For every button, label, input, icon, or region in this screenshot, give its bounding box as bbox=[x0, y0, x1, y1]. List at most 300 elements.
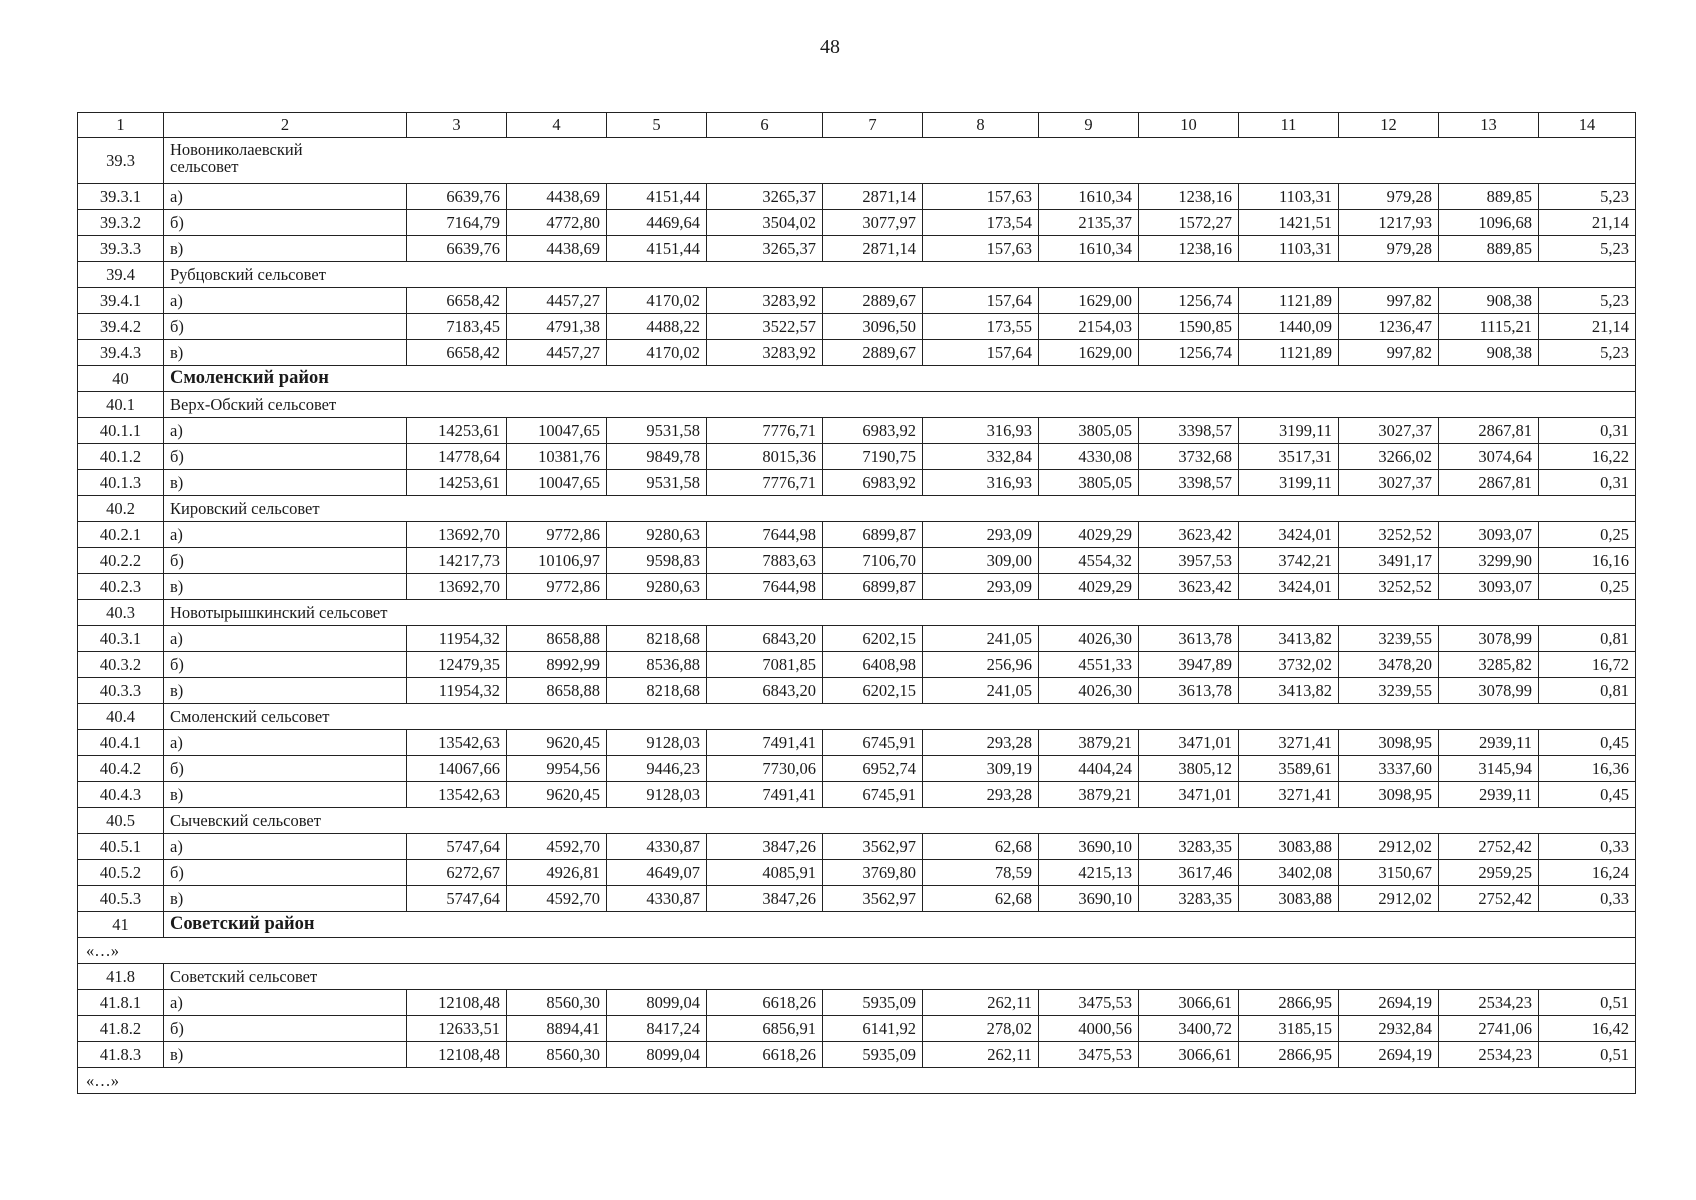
value-col-13: 889,85 bbox=[1439, 236, 1539, 262]
value-col-3: 12108,48 bbox=[407, 990, 507, 1016]
value-col-10: 3613,78 bbox=[1139, 626, 1239, 652]
row-code: 40.5.2 bbox=[78, 860, 164, 886]
council-row bbox=[78, 704, 1636, 730]
value-col-5: 9849,78 bbox=[607, 444, 707, 470]
value-col-11: 2866,95 bbox=[1239, 1042, 1339, 1068]
value-col-13: 3078,99 bbox=[1439, 626, 1539, 652]
table-row bbox=[78, 184, 1636, 210]
value-col-8: 316,93 bbox=[923, 418, 1039, 444]
row-option-label: б) bbox=[164, 444, 407, 470]
value-col-13: 3145,94 bbox=[1439, 756, 1539, 782]
value-col-9: 4026,30 bbox=[1039, 626, 1139, 652]
column-header-2: 2 bbox=[164, 113, 407, 138]
value-col-5: 9598,83 bbox=[607, 548, 707, 574]
value-col-9: 4404,24 bbox=[1039, 756, 1139, 782]
value-col-10: 1572,27 bbox=[1139, 210, 1239, 236]
value-col-12: 2694,19 bbox=[1339, 1042, 1439, 1068]
value-col-14: 0,51 bbox=[1539, 1042, 1636, 1068]
value-col-6: 3522,57 bbox=[707, 314, 823, 340]
value-col-12: 2912,02 bbox=[1339, 886, 1439, 912]
value-col-10: 3471,01 bbox=[1139, 782, 1239, 808]
value-col-4: 4791,38 bbox=[507, 314, 607, 340]
value-col-11: 3083,88 bbox=[1239, 886, 1339, 912]
value-col-7: 6899,87 bbox=[823, 522, 923, 548]
value-col-14: 16,42 bbox=[1539, 1016, 1636, 1042]
value-col-14: 5,23 bbox=[1539, 184, 1636, 210]
row-code: 40.2.1 bbox=[78, 522, 164, 548]
value-col-5: 9128,03 bbox=[607, 730, 707, 756]
council-name-text: Новониколаевский сельсовет bbox=[170, 140, 303, 177]
value-col-10: 3283,35 bbox=[1139, 886, 1239, 912]
row-code: 39.3 bbox=[78, 138, 164, 184]
value-col-8: 241,05 bbox=[923, 678, 1039, 704]
value-col-5: 9128,03 bbox=[607, 782, 707, 808]
row-code: 40.2.2 bbox=[78, 548, 164, 574]
value-col-9: 2135,37 bbox=[1039, 210, 1139, 236]
row-code: 40.5.1 bbox=[78, 834, 164, 860]
value-col-12: 997,82 bbox=[1339, 340, 1439, 366]
value-col-12: 3252,52 bbox=[1339, 522, 1439, 548]
value-col-12: 3491,17 bbox=[1339, 548, 1439, 574]
value-col-5: 8417,24 bbox=[607, 1016, 707, 1042]
value-col-4: 4592,70 bbox=[507, 886, 607, 912]
value-col-3: 14067,66 bbox=[407, 756, 507, 782]
council-name: Советский сельсовет bbox=[164, 964, 1636, 990]
value-col-11: 3199,11 bbox=[1239, 470, 1339, 496]
table-row bbox=[78, 210, 1636, 236]
value-col-13: 2867,81 bbox=[1439, 418, 1539, 444]
value-col-12: 979,28 bbox=[1339, 236, 1439, 262]
value-col-10: 3805,12 bbox=[1139, 756, 1239, 782]
value-col-5: 9280,63 bbox=[607, 574, 707, 600]
value-col-12: 979,28 bbox=[1339, 184, 1439, 210]
value-col-11: 3185,15 bbox=[1239, 1016, 1339, 1042]
value-col-7: 3562,97 bbox=[823, 834, 923, 860]
value-col-7: 6202,15 bbox=[823, 678, 923, 704]
table-row bbox=[78, 730, 1636, 756]
omission-row bbox=[78, 1068, 1636, 1094]
value-col-7: 5935,09 bbox=[823, 990, 923, 1016]
value-col-13: 2959,25 bbox=[1439, 860, 1539, 886]
value-col-11: 3199,11 bbox=[1239, 418, 1339, 444]
value-col-4: 9772,86 bbox=[507, 522, 607, 548]
column-header-3: 3 bbox=[407, 113, 507, 138]
value-col-5: 4151,44 bbox=[607, 184, 707, 210]
row-code: 41 bbox=[78, 912, 164, 938]
value-col-10: 1590,85 bbox=[1139, 314, 1239, 340]
value-col-9: 4000,56 bbox=[1039, 1016, 1139, 1042]
value-col-7: 6202,15 bbox=[823, 626, 923, 652]
value-col-4: 9772,86 bbox=[507, 574, 607, 600]
district-name: Смоленский район bbox=[164, 366, 1636, 392]
value-col-8: 62,68 bbox=[923, 886, 1039, 912]
column-header-4: 4 bbox=[507, 113, 607, 138]
value-col-7: 6983,92 bbox=[823, 418, 923, 444]
table-row bbox=[78, 782, 1636, 808]
value-col-7: 2889,67 bbox=[823, 340, 923, 366]
value-col-4: 10047,65 bbox=[507, 470, 607, 496]
value-col-7: 2871,14 bbox=[823, 184, 923, 210]
value-col-13: 1115,21 bbox=[1439, 314, 1539, 340]
value-col-14: 0,81 bbox=[1539, 678, 1636, 704]
value-col-6: 7730,06 bbox=[707, 756, 823, 782]
value-col-7: 2871,14 bbox=[823, 236, 923, 262]
value-col-10: 3947,89 bbox=[1139, 652, 1239, 678]
value-col-14: 0,25 bbox=[1539, 522, 1636, 548]
value-col-14: 0,45 bbox=[1539, 730, 1636, 756]
row-code: 40.3.1 bbox=[78, 626, 164, 652]
value-col-8: 293,09 bbox=[923, 574, 1039, 600]
value-col-3: 14253,61 bbox=[407, 470, 507, 496]
value-col-10: 3066,61 bbox=[1139, 990, 1239, 1016]
value-col-14: 0,45 bbox=[1539, 782, 1636, 808]
value-col-4: 4592,70 bbox=[507, 834, 607, 860]
value-col-3: 12479,35 bbox=[407, 652, 507, 678]
value-col-5: 9531,58 bbox=[607, 418, 707, 444]
council-row bbox=[78, 138, 1636, 184]
table-row bbox=[78, 444, 1636, 470]
value-col-13: 2534,23 bbox=[1439, 1042, 1539, 1068]
value-col-4: 8992,99 bbox=[507, 652, 607, 678]
value-col-4: 9620,45 bbox=[507, 730, 607, 756]
value-col-13: 3093,07 bbox=[1439, 522, 1539, 548]
value-col-5: 4330,87 bbox=[607, 834, 707, 860]
value-col-6: 4085,91 bbox=[707, 860, 823, 886]
row-option-label: б) bbox=[164, 652, 407, 678]
value-col-8: 173,55 bbox=[923, 314, 1039, 340]
value-col-7: 3769,80 bbox=[823, 860, 923, 886]
value-col-6: 3504,02 bbox=[707, 210, 823, 236]
value-col-9: 3475,53 bbox=[1039, 1042, 1139, 1068]
value-col-6: 7491,41 bbox=[707, 730, 823, 756]
value-col-4: 4457,27 bbox=[507, 288, 607, 314]
value-col-11: 1121,89 bbox=[1239, 288, 1339, 314]
value-col-4: 4438,69 bbox=[507, 236, 607, 262]
table-row bbox=[78, 1042, 1636, 1068]
column-header-1: 1 bbox=[78, 113, 164, 138]
row-code: 40.2.3 bbox=[78, 574, 164, 600]
value-col-10: 3398,57 bbox=[1139, 418, 1239, 444]
table-row bbox=[78, 626, 1636, 652]
row-option-label: в) bbox=[164, 574, 407, 600]
row-option-label: а) bbox=[164, 522, 407, 548]
value-col-13: 2939,11 bbox=[1439, 782, 1539, 808]
value-col-8: 157,64 bbox=[923, 288, 1039, 314]
value-col-9: 4551,33 bbox=[1039, 652, 1139, 678]
row-code: 41.8.1 bbox=[78, 990, 164, 1016]
value-col-12: 3027,37 bbox=[1339, 470, 1439, 496]
district-row bbox=[78, 366, 1636, 392]
value-col-3: 6639,76 bbox=[407, 236, 507, 262]
value-col-6: 7776,71 bbox=[707, 470, 823, 496]
column-header-11: 11 bbox=[1239, 113, 1339, 138]
value-col-3: 13542,63 bbox=[407, 782, 507, 808]
value-col-14: 5,23 bbox=[1539, 340, 1636, 366]
value-col-3: 12108,48 bbox=[407, 1042, 507, 1068]
value-col-7: 6408,98 bbox=[823, 652, 923, 678]
row-option-label: б) bbox=[164, 314, 407, 340]
row-code: 41.8.3 bbox=[78, 1042, 164, 1068]
value-col-11: 3732,02 bbox=[1239, 652, 1339, 678]
column-header-6: 6 bbox=[707, 113, 823, 138]
value-col-3: 6272,67 bbox=[407, 860, 507, 886]
value-col-8: 78,59 bbox=[923, 860, 1039, 886]
council-name: Смоленский сельсовет bbox=[164, 704, 1636, 730]
value-col-9: 3690,10 bbox=[1039, 886, 1139, 912]
value-col-9: 4330,08 bbox=[1039, 444, 1139, 470]
table-row bbox=[78, 522, 1636, 548]
value-col-6: 3265,37 bbox=[707, 184, 823, 210]
value-col-3: 14253,61 bbox=[407, 418, 507, 444]
value-col-6: 6843,20 bbox=[707, 678, 823, 704]
table-row bbox=[78, 314, 1636, 340]
value-col-13: 2939,11 bbox=[1439, 730, 1539, 756]
council-row bbox=[78, 600, 1636, 626]
value-col-7: 6141,92 bbox=[823, 1016, 923, 1042]
row-code: 40.3 bbox=[78, 600, 164, 626]
value-col-8: 309,00 bbox=[923, 548, 1039, 574]
value-col-7: 7190,75 bbox=[823, 444, 923, 470]
value-col-12: 3150,67 bbox=[1339, 860, 1439, 886]
row-code: 40.1.1 bbox=[78, 418, 164, 444]
value-col-5: 4170,02 bbox=[607, 340, 707, 366]
value-col-6: 6618,26 bbox=[707, 990, 823, 1016]
value-col-10: 3623,42 bbox=[1139, 522, 1239, 548]
row-option-label: в) bbox=[164, 236, 407, 262]
value-col-9: 3690,10 bbox=[1039, 834, 1139, 860]
value-col-6: 3847,26 bbox=[707, 834, 823, 860]
table-row bbox=[78, 860, 1636, 886]
value-col-8: 293,28 bbox=[923, 730, 1039, 756]
value-col-8: 293,28 bbox=[923, 782, 1039, 808]
value-col-10: 3066,61 bbox=[1139, 1042, 1239, 1068]
row-code: 40.4.2 bbox=[78, 756, 164, 782]
value-col-6: 7776,71 bbox=[707, 418, 823, 444]
value-col-11: 1103,31 bbox=[1239, 236, 1339, 262]
value-col-3: 11954,32 bbox=[407, 678, 507, 704]
value-col-8: 309,19 bbox=[923, 756, 1039, 782]
table-row bbox=[78, 886, 1636, 912]
district-name: Советский район bbox=[164, 912, 1636, 938]
value-col-11: 3413,82 bbox=[1239, 678, 1339, 704]
row-option-label: а) bbox=[164, 418, 407, 444]
value-col-13: 2741,06 bbox=[1439, 1016, 1539, 1042]
value-col-8: 157,63 bbox=[923, 184, 1039, 210]
value-col-11: 1421,51 bbox=[1239, 210, 1339, 236]
row-option-label: а) bbox=[164, 288, 407, 314]
header-row bbox=[78, 113, 1636, 138]
row-code: 40.5.3 bbox=[78, 886, 164, 912]
row-code: 40.3.3 bbox=[78, 678, 164, 704]
value-col-8: 62,68 bbox=[923, 834, 1039, 860]
value-col-8: 173,54 bbox=[923, 210, 1039, 236]
value-col-9: 4554,32 bbox=[1039, 548, 1139, 574]
value-col-13: 2752,42 bbox=[1439, 834, 1539, 860]
row-code: 40.1.3 bbox=[78, 470, 164, 496]
value-col-4: 4926,81 bbox=[507, 860, 607, 886]
value-col-7: 6745,91 bbox=[823, 730, 923, 756]
value-col-13: 3074,64 bbox=[1439, 444, 1539, 470]
value-col-12: 2912,02 bbox=[1339, 834, 1439, 860]
value-col-11: 2866,95 bbox=[1239, 990, 1339, 1016]
row-code: 40.4.1 bbox=[78, 730, 164, 756]
value-col-8: 157,64 bbox=[923, 340, 1039, 366]
value-col-4: 10047,65 bbox=[507, 418, 607, 444]
row-code: 39.3.1 bbox=[78, 184, 164, 210]
row-option-label: а) bbox=[164, 990, 407, 1016]
value-col-9: 1629,00 bbox=[1039, 288, 1139, 314]
value-col-14: 0,33 bbox=[1539, 834, 1636, 860]
value-col-13: 2867,81 bbox=[1439, 470, 1539, 496]
table-row bbox=[78, 652, 1636, 678]
column-header-12: 12 bbox=[1339, 113, 1439, 138]
value-col-11: 3413,82 bbox=[1239, 626, 1339, 652]
value-col-10: 1256,74 bbox=[1139, 288, 1239, 314]
value-col-6: 6856,91 bbox=[707, 1016, 823, 1042]
value-col-9: 1610,34 bbox=[1039, 184, 1139, 210]
row-code: 39.3.2 bbox=[78, 210, 164, 236]
value-col-12: 3478,20 bbox=[1339, 652, 1439, 678]
table-row bbox=[78, 1016, 1636, 1042]
value-col-3: 6639,76 bbox=[407, 184, 507, 210]
value-col-10: 1256,74 bbox=[1139, 340, 1239, 366]
value-col-3: 13692,70 bbox=[407, 574, 507, 600]
value-col-11: 1121,89 bbox=[1239, 340, 1339, 366]
row-code: 39.4.1 bbox=[78, 288, 164, 314]
value-col-3: 6658,42 bbox=[407, 288, 507, 314]
value-col-5: 4488,22 bbox=[607, 314, 707, 340]
value-col-4: 8560,30 bbox=[507, 990, 607, 1016]
value-col-9: 4026,30 bbox=[1039, 678, 1139, 704]
value-col-6: 3283,92 bbox=[707, 288, 823, 314]
row-option-label: б) bbox=[164, 860, 407, 886]
column-header-8: 8 bbox=[923, 113, 1039, 138]
value-col-4: 8658,88 bbox=[507, 678, 607, 704]
value-col-6: 7491,41 bbox=[707, 782, 823, 808]
row-code: 40.2 bbox=[78, 496, 164, 522]
value-col-7: 7106,70 bbox=[823, 548, 923, 574]
column-header-5: 5 bbox=[607, 113, 707, 138]
value-col-5: 8099,04 bbox=[607, 1042, 707, 1068]
table-row bbox=[78, 340, 1636, 366]
value-col-12: 3239,55 bbox=[1339, 678, 1439, 704]
value-col-11: 3589,61 bbox=[1239, 756, 1339, 782]
value-col-13: 3285,82 bbox=[1439, 652, 1539, 678]
value-col-13: 2534,23 bbox=[1439, 990, 1539, 1016]
value-col-13: 3078,99 bbox=[1439, 678, 1539, 704]
row-code: 39.4.2 bbox=[78, 314, 164, 340]
value-col-6: 3283,92 bbox=[707, 340, 823, 366]
value-col-12: 1217,93 bbox=[1339, 210, 1439, 236]
council-row bbox=[78, 808, 1636, 834]
row-code: 40.1 bbox=[78, 392, 164, 418]
value-col-3: 13692,70 bbox=[407, 522, 507, 548]
value-col-6: 6843,20 bbox=[707, 626, 823, 652]
value-col-12: 3098,95 bbox=[1339, 730, 1439, 756]
value-col-14: 5,23 bbox=[1539, 288, 1636, 314]
value-col-11: 3271,41 bbox=[1239, 782, 1339, 808]
tariff-table bbox=[77, 112, 1636, 1094]
council-name: Рубцовский сельсовет bbox=[164, 262, 1636, 288]
value-col-6: 7644,98 bbox=[707, 574, 823, 600]
value-col-4: 9620,45 bbox=[507, 782, 607, 808]
value-col-3: 6658,42 bbox=[407, 340, 507, 366]
row-option-label: б) bbox=[164, 548, 407, 574]
value-col-9: 4029,29 bbox=[1039, 522, 1139, 548]
row-option-label: в) bbox=[164, 886, 407, 912]
row-code: 39.4 bbox=[78, 262, 164, 288]
value-col-13: 2752,42 bbox=[1439, 886, 1539, 912]
value-col-13: 908,38 bbox=[1439, 340, 1539, 366]
value-col-4: 10106,97 bbox=[507, 548, 607, 574]
council-name: Верх-Обский сельсовет bbox=[164, 392, 1636, 418]
value-col-11: 1440,09 bbox=[1239, 314, 1339, 340]
value-col-5: 8536,88 bbox=[607, 652, 707, 678]
value-col-4: 8560,30 bbox=[507, 1042, 607, 1068]
table-row bbox=[78, 548, 1636, 574]
value-col-14: 0,31 bbox=[1539, 470, 1636, 496]
value-col-4: 4438,69 bbox=[507, 184, 607, 210]
value-col-10: 3957,53 bbox=[1139, 548, 1239, 574]
council-row bbox=[78, 964, 1636, 990]
value-col-5: 4151,44 bbox=[607, 236, 707, 262]
row-option-label: в) bbox=[164, 782, 407, 808]
value-col-9: 3475,53 bbox=[1039, 990, 1139, 1016]
value-col-12: 1236,47 bbox=[1339, 314, 1439, 340]
value-col-9: 4215,13 bbox=[1039, 860, 1139, 886]
value-col-7: 3077,97 bbox=[823, 210, 923, 236]
value-col-11: 3517,31 bbox=[1239, 444, 1339, 470]
row-option-label: в) bbox=[164, 470, 407, 496]
value-col-13: 1096,68 bbox=[1439, 210, 1539, 236]
value-col-10: 1238,16 bbox=[1139, 236, 1239, 262]
value-col-9: 3879,21 bbox=[1039, 782, 1139, 808]
value-col-5: 9280,63 bbox=[607, 522, 707, 548]
row-option-label: б) bbox=[164, 756, 407, 782]
table-row bbox=[78, 756, 1636, 782]
column-header-10: 10 bbox=[1139, 113, 1239, 138]
value-col-13: 3093,07 bbox=[1439, 574, 1539, 600]
value-col-14: 0,25 bbox=[1539, 574, 1636, 600]
value-col-3: 5747,64 bbox=[407, 886, 507, 912]
row-option-label: а) bbox=[164, 184, 407, 210]
table-row bbox=[78, 470, 1636, 496]
value-col-14: 16,16 bbox=[1539, 548, 1636, 574]
value-col-4: 4457,27 bbox=[507, 340, 607, 366]
value-col-7: 3096,50 bbox=[823, 314, 923, 340]
value-col-4: 10381,76 bbox=[507, 444, 607, 470]
value-col-9: 1610,34 bbox=[1039, 236, 1139, 262]
value-col-9: 2154,03 bbox=[1039, 314, 1139, 340]
row-code: 41.8.2 bbox=[78, 1016, 164, 1042]
value-col-7: 5935,09 bbox=[823, 1042, 923, 1068]
table-row bbox=[78, 418, 1636, 444]
value-col-12: 3027,37 bbox=[1339, 418, 1439, 444]
value-col-13: 3299,90 bbox=[1439, 548, 1539, 574]
column-header-9: 9 bbox=[1039, 113, 1139, 138]
row-code: 41.8 bbox=[78, 964, 164, 990]
table-row bbox=[78, 834, 1636, 860]
value-col-14: 0,81 bbox=[1539, 626, 1636, 652]
value-col-7: 6983,92 bbox=[823, 470, 923, 496]
row-option-label: а) bbox=[164, 730, 407, 756]
row-code: 40.4 bbox=[78, 704, 164, 730]
value-col-10: 3617,46 bbox=[1139, 860, 1239, 886]
omission-marker: «…» bbox=[78, 1068, 1636, 1094]
value-col-9: 4029,29 bbox=[1039, 574, 1139, 600]
value-col-9: 3879,21 bbox=[1039, 730, 1139, 756]
value-col-10: 3471,01 bbox=[1139, 730, 1239, 756]
